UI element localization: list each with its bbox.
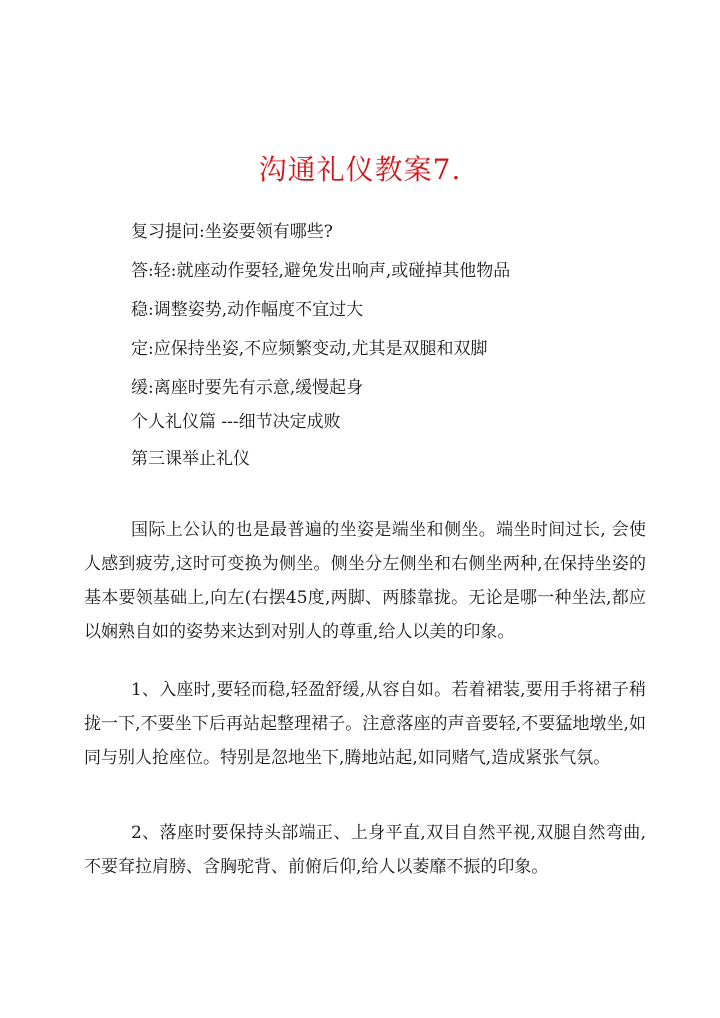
section-heading-line: 个人礼仪篇 ---细节决定成败	[131, 412, 341, 432]
settled-line: 定:应保持坐姿,不应频繁变动,尤其是双腿和双脚	[131, 339, 488, 359]
answer-light-line: 答:轻:就座动作要轻,避免发出响声,或碰掉其他物品	[131, 261, 511, 281]
paragraph-sitting-postures: 国际上公认的也是最普遍的坐姿是端坐和侧坐。端坐时间过长, 会使人感到疲劳,这时可变换为侧坐。侧坐分左侧坐和右侧坐两种,在保持坐姿的基本要领基础上,向左(右摆45度,两脚、两膝靠拢。无论是哪一种坐法,都应以娴熟自如的姿势来达到对别人的尊重,给人以美的印象。	[84, 520, 646, 642]
lesson-heading-line: 第三课举止礼仪	[131, 449, 250, 469]
paragraph-seated-posture: 2、落座时要保持头部端正、上身平直,双目自然平视,双腿自然弯曲,不要耷拉肩膀、含胸驼背、前俯后仰,给人以萎靡不振的印象。	[84, 823, 646, 877]
steady-line: 稳:调整姿势,动作幅度不宜过大	[131, 300, 364, 320]
review-question-line: 复习提问:坐姿要领有哪些?	[131, 222, 333, 242]
slow-line: 缓:离座时要先有示意,缓慢起身	[131, 378, 364, 398]
paragraph-taking-seat: 1、入座时,要轻而稳,轻盈舒缓,从容自如。若着裙装,要用手将裙子稍拢一下,不要坐下后再站起整理裙子。注意落座的声音要轻,不要猛地墩坐,如同与别人抢座位。特别是忽地坐下,腾地站起,如同赌气,造成紧张气氛。	[84, 680, 646, 768]
document-title: 沟通礼仪教案7.	[258, 153, 462, 186]
